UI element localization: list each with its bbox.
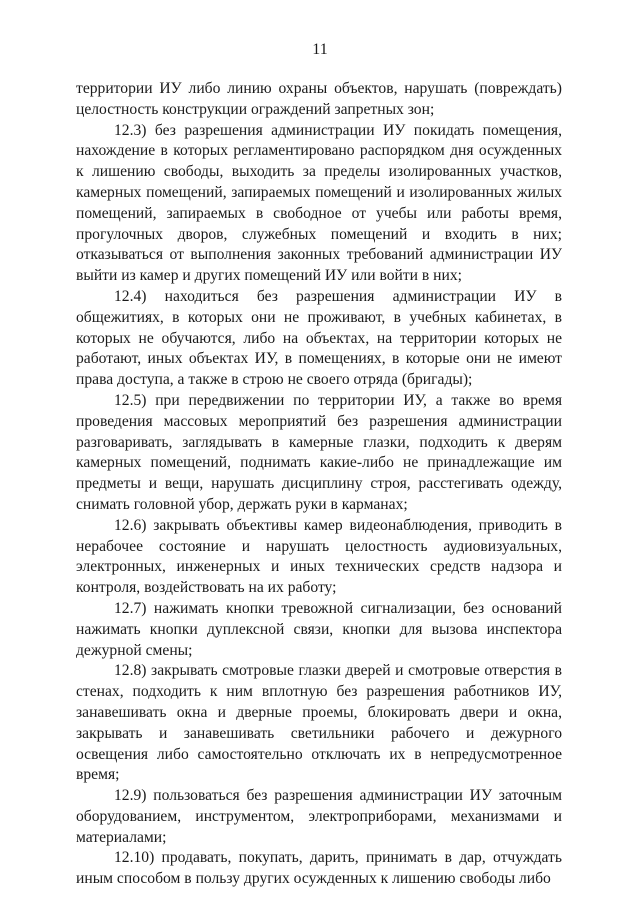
page-number: 11: [312, 41, 328, 58]
paragraph-12-7: 12.7) нажимать кнопки тревожной сигнализации, без оснований нажимать кнопки дуплексной связи, кнопки для вызова инспектора дежурной смены;: [76, 599, 562, 659]
paragraph-12-9: 12.9) пользоваться без разрешения администрации ИУ заточным оборудованием, инструментом, электроприборами, механизмами и материалами;: [76, 787, 562, 846]
paragraph-12-5: 12.5) при передвижении по территории ИУ, а также во время проведения массовых мероприятий без разрешения администрации разговаривать, заглядывать в камерные глазки, подходить к дверям камерных помещений, поднимать какие-либо не принадлежащие им предметы и вещи, нарушать дисциплину строя, расстегивать одежду, снимать головной убор, держать руки в карманах;: [76, 391, 562, 513]
paragraph-12-10: 12.10) продавать, покупать, дарить, принимать в дар, отчуждать иным способом в пользу других осужденных к лишению свободы либо: [76, 849, 562, 888]
paragraph-12-8: 12.8) закрывать смотровые глазки дверей и смотровые отверстия в стенах, подходить к ним вплотную без разрешения работников ИУ, занавешивать окна и дверные проемы, блокировать двери и окна, закрывать и занавешивать светильники рабочего и дежурного освещения либо самостоятельно отключать их в непредусмотренное время;: [76, 662, 562, 784]
paragraph-12-4: 12.4) находиться без разрешения администрации ИУ в общежитиях, в которых они не проживают, в учебных кабинетах, в которых не обучаются, либо на объектах, на территории которых не работают, иных объектах ИУ, в помещениях, в которые они не имеют права доступа, а также в строю не своего отряда (бригады);: [76, 287, 562, 389]
paragraph-12-6: 12.6) закрывать объективы камер видеонаблюдения, приводить в нерабочее состояние и нарушать целостность аудиовизуальных, электронных, инженерных и иных технических средств надзора и контроля, воздействовать на их работу;: [76, 516, 562, 597]
paragraph-12-3: 12.3) без разрешения администрации ИУ покидать помещения, нахождение в которых регламентировано распорядком дня осужденных к лишению свободы, выходить за пределы изолированных участков, камерных помещений, запираемых помещений и изолированных жилых помещений, запираемых в свободное от учебы или работы время, прогулочных дворов, служебных помещений и входить в них; отказываться от выполнения законных требований администрации ИУ выйти из камер и других помещений ИУ или войти в них;: [76, 121, 562, 285]
paragraph-continuation: территории ИУ либо линию охраны объектов, нарушать (повреждать) целостность конструкции ограждений запретных зон;: [76, 80, 562, 118]
document-body: [76, 79, 562, 890]
